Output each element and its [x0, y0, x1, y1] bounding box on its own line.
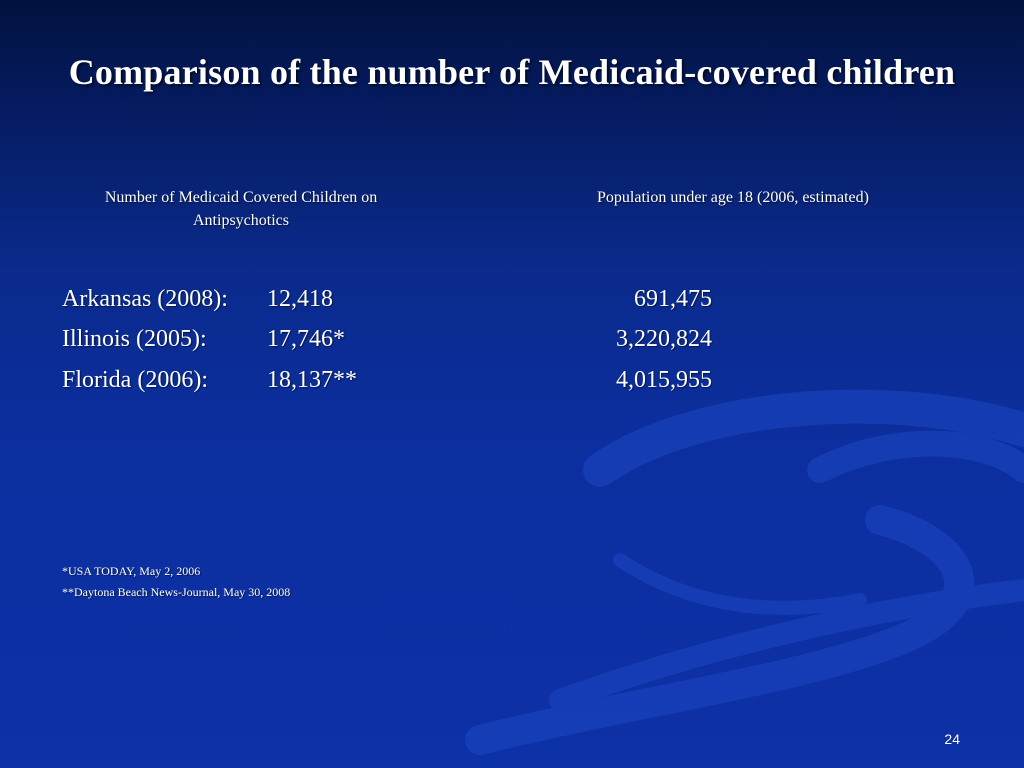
table-row: [0, 282, 1024, 316]
column-header-population: Population under age 18 (2006, estimated): [597, 189, 869, 206]
population-value: 4,015,955: [616, 367, 712, 393]
footnote: *USA TODAY, May 2, 2006: [62, 564, 201, 578]
page-number: 24: [944, 731, 960, 747]
state-label: Florida (2006):: [62, 367, 208, 393]
state-label: Illinois (2005):: [62, 326, 207, 352]
medicaid-count: 17,746*: [267, 326, 345, 352]
population-value: 3,220,824: [616, 326, 712, 352]
medicaid-count: 18,137**: [267, 367, 357, 393]
state-label: Arkansas (2008):: [62, 286, 228, 312]
table-row: [0, 322, 1024, 356]
slide-title: Comparison of the number of Medicaid-covered children: [68, 52, 956, 92]
medicaid-count: 12,418: [267, 286, 333, 312]
population-value: 691,475: [634, 286, 712, 312]
column-header-medicaid-children: Number of Medicaid Covered Children on Antipsychotics: [104, 189, 378, 229]
table-row: [0, 363, 1024, 397]
footnote: **Daytona Beach News-Journal, May 30, 2008: [62, 585, 291, 599]
